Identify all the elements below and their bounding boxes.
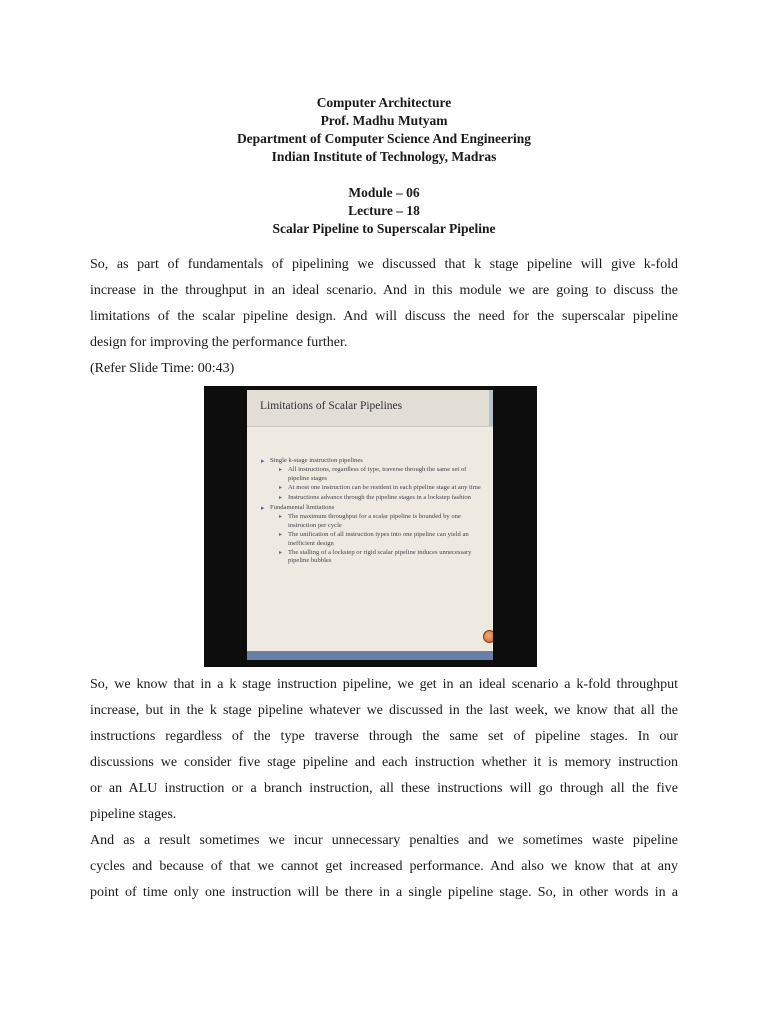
paragraph-line: design for improving the performance further.	[90, 335, 348, 350]
slide-screenshot	[204, 386, 537, 667]
slide-footer-bar	[247, 651, 493, 660]
paragraph-line: So, we know that in a k stage instruction pipeline, we get in an ideal scenario a k-fold throughput	[90, 677, 678, 692]
paragraph-line: pipeline stages.	[90, 807, 177, 822]
slide-title: Limitations of Scalar Pipelines	[260, 400, 403, 412]
paragraph-line: limitations of the scalar pipeline design. And will discuss the need for the superscalar pipeline	[90, 309, 678, 324]
paragraph-line: cycles and because of that we cannot get increased performance. And also we know that at any	[90, 859, 678, 874]
slide-bullet: ▸ Fundamental limitations	[261, 504, 487, 512]
slide-sub-bullet: ▸ Instructions advance through the pipeline stages in a lockstep fashion	[279, 494, 487, 502]
paragraph-line: And as a result sometimes we incur unnecessary penalties and we sometimes waste pipeline	[90, 833, 678, 848]
slide-sub-bullet: ▸ The stalling of a lockstep or rigid scalar pipeline induces unnecessary pipeline bubbles	[279, 549, 487, 566]
slide-sub-bullet: ▸ The maximum throughput for a scalar pipeline is bounded by one instruction per cycle	[279, 513, 487, 530]
institute-logo-icon	[483, 630, 493, 643]
paragraph-line: or an ALU instruction or a branch instruction, all these instructions will go through all the five	[90, 781, 678, 796]
paragraph-line: increase in the throughput in an ideal scenario. And in this module we are going to discuss the	[90, 283, 678, 298]
lecture-number: Lecture – 18	[348, 203, 420, 218]
institute-name: Indian Institute of Technology, Madras	[271, 149, 497, 164]
refer-slide-time: (Refer Slide Time: 00:43)	[90, 361, 235, 376]
professor-name: Prof. Madhu Mutyam	[320, 113, 448, 128]
paragraph-line: discussions we consider five stage pipeline and each instruction whether it is memory instruction	[90, 755, 678, 770]
slide-sub-bullet: ▸ All instructions, regardless of type, traverse through the same set of pipeline stages	[279, 466, 487, 483]
paragraph-line: instructions regardless of the type traverse through the same set of pipeline stages. In our	[90, 729, 678, 744]
slide-title-stripe	[489, 390, 493, 426]
paragraph-line: increase, but in the k stage pipeline whatever we discussed in the last week, we know that all the	[90, 703, 678, 718]
paragraph-line: So, as part of fundamentals of pipelining we discussed that k stage pipeline will give k-fold	[90, 257, 678, 272]
course-title: Computer Architecture	[316, 95, 452, 110]
slide-sub-bullet: ▸ At most one instruction can be resident in each pipeline stage at any time	[279, 484, 487, 492]
lecture-title: Scalar Pipeline to Superscalar Pipeline	[272, 221, 496, 236]
slide-body	[261, 456, 487, 566]
department-name: Department of Computer Science And Engineering	[236, 131, 532, 146]
paragraph-line: point of time only one instruction will be there in a single pipeline stage. So, in other words in a	[90, 885, 678, 900]
slide-sub-bullet: ▸ The unification of all instruction types into one pipeline can yield an inefficient design	[279, 531, 487, 548]
slide-title-bar	[247, 390, 493, 427]
slide-bullet: ▸ Single k-stage instruction pipelines	[261, 457, 487, 465]
module-number: Module – 06	[348, 185, 420, 200]
slide	[247, 390, 493, 660]
